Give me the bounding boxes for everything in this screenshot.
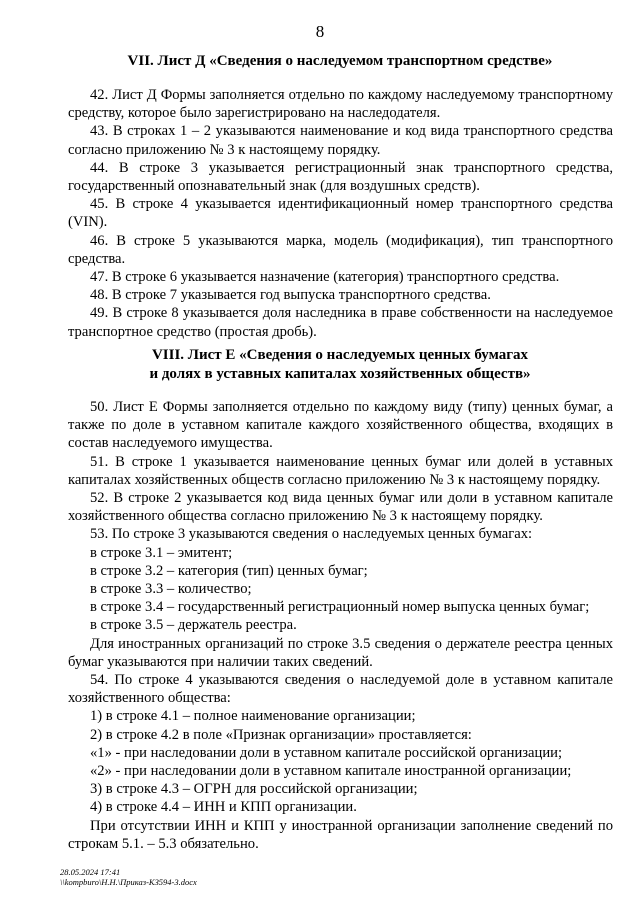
paragraph-45: 45. В строке 4 указывается идентификационный номер транспортного средства (VIN). [68,196,613,231]
paragraph-52: 52. В строке 2 указывается код вида ценных бумаг или доли в уставном капитале хозяйственного общества согласно приложению № 3 к настоящему порядку. [68,490,613,525]
list-item-4-3: 3) в строке 4.3 – ОГРН для российской организации; [90,781,418,798]
section-7-body [68,86,613,341]
paragraph-50: 50. Лист Е Формы заполняется отдельно по каждому виду (типу) ценных бумаг, а также по доле в уставном капитале каждого хозяйственного общества, входящих в состав наследуемого имущества. [68,399,613,452]
list-item-4-4: 4) в строке 4.4 – ИНН и КПП организации. [90,799,357,816]
list-item-4-2: 2) в строке 4.2 в поле «Признак организации» проставляется: [90,726,472,743]
list-item-3-1: в строке 3.1 – эмитент; [90,544,233,561]
paragraph-48: 48. В строке 7 указывается год выпуска транспортного средства. [90,287,491,304]
section-8-heading-line-1: VIII. Лист Е «Сведения о наследуемых ценных бумагах [151,347,529,363]
paragraph-42: 42. Лист Д Формы заполняется отдельно по каждому наследуемому транспортному средству, которое было зарегистрировано на наследодателя. [68,87,613,122]
paragraph-51: 51. В строке 1 указывается наименование ценных бумаг или долей в уставных капиталах хозяйственных обществ согласно приложению № 3 к настоящему порядку. [68,453,613,488]
document-footer [60,867,197,887]
paragraph-no-inn: При отсутствии ИНН и КПП у иностранной организации заполнение сведений по строкам 5.1. – 5.3 обязательно. [68,817,613,852]
list-item-3-4: в строке 3.4 – государственный регистрационный номер выпуска ценных бумаг; [90,599,590,616]
footer-timestamp: 28.05.2024 17:41 [60,867,121,877]
paragraph-foreign-registry: Для иностранных организаций по строке 3.5 сведения о держателе реестра ценных бумаг указываются при наличии таких сведений. [68,635,613,670]
list-item-sign-1: «1» - при наследовании доли в уставном капитале российской организации; [90,744,563,761]
footer-file-path: \\kompburo\Н.Н.\Приказ-КЗ594-3.docx [60,877,197,887]
paragraph-47: 47. В строке 6 указывается назначение (категория) транспортного средства. [90,269,560,286]
section-8-heading [60,346,620,384]
section-8-heading-line-2: и долях в уставных капиталах хозяйственных обществ» [149,366,531,382]
page-number: 8 [315,22,325,41]
list-item-4-1: 1) в строке 4.1 – полное наименование организации; [90,708,416,725]
paragraph-46: 46. В строке 5 указываются марка, модель (модификация), тип транспортного средства. [68,232,613,267]
list-item-3-2: в строке 3.2 – категория (тип) ценных бумаг; [90,562,368,579]
list-item-3-3: в строке 3.3 – количество; [90,581,252,598]
paragraph-49: 49. В строке 8 указывается доля наследника в праве собственности на наследуемое транспортное средство (простая дробь). [68,305,613,340]
section-8-body [68,398,613,853]
paragraph-54: 54. По строке 4 указываются сведения о наследуемой доле в уставном капитале хозяйственного общества: [68,672,613,707]
paragraph-43: 43. В строках 1 – 2 указываются наименование и код вида транспортного средства согласно приложению № 3 к настоящему порядку. [68,123,613,158]
list-item-sign-2: «2» - при наследовании доли в уставном капитале иностранной организации; [90,763,572,780]
paragraph-53: 53. По строке 3 указываются сведения о наследуемых ценных бумагах: [90,526,533,543]
section-7-heading: VII. Лист Д «Сведения о наследуемом транспортном средстве» [127,53,553,69]
paragraph-44: 44. В строке 3 указывается регистрационный знак транспортного средства, государственный опознавательный знак (для воздушных средств). [68,159,613,195]
list-item-3-5: в строке 3.5 – держатель реестра. [90,617,297,634]
